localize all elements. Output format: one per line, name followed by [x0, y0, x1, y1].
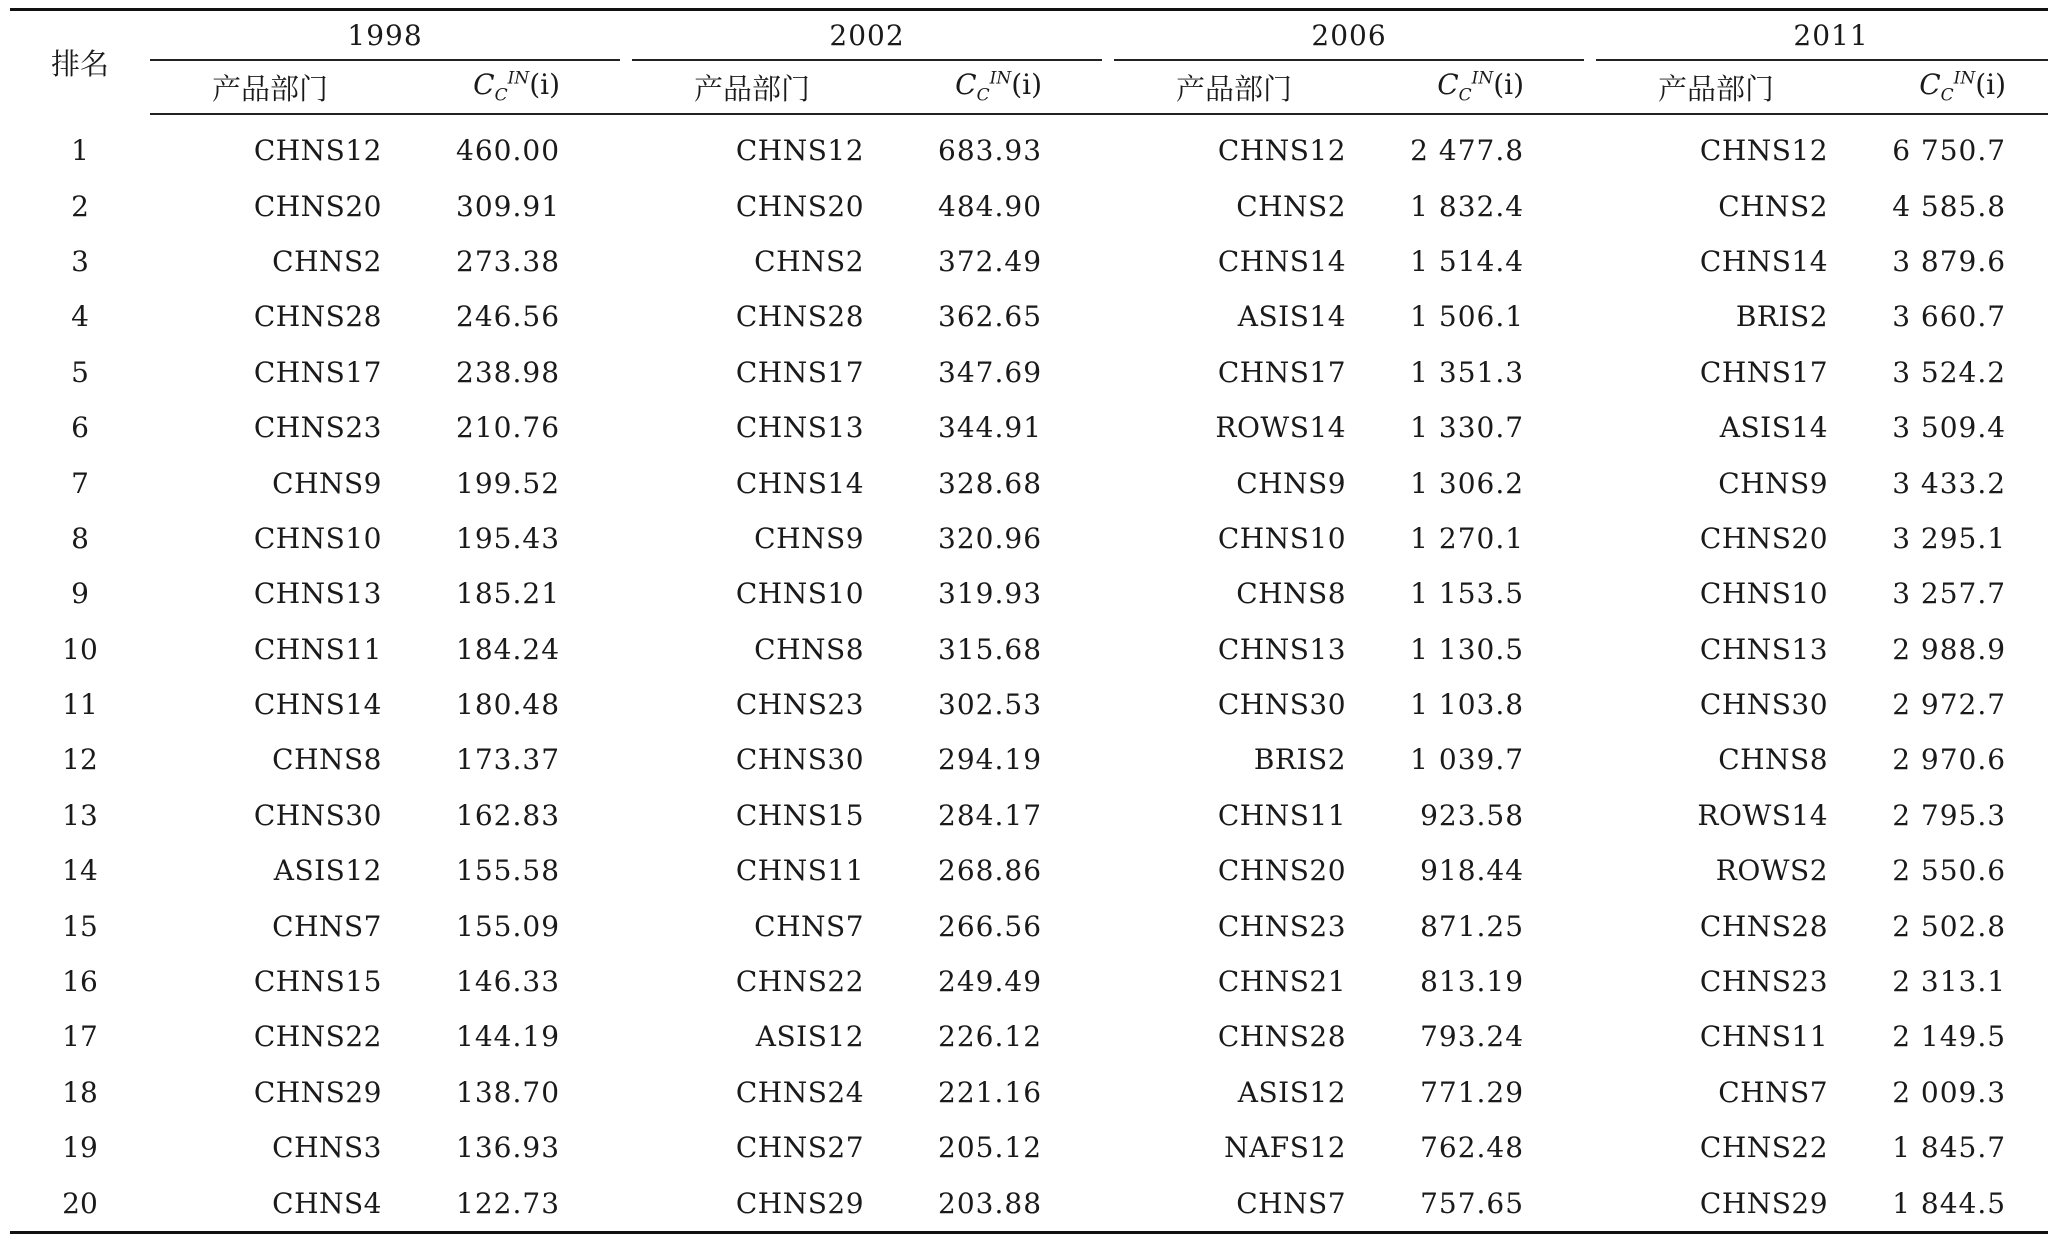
- column-gap: [1584, 400, 1596, 455]
- product-sector-cell: CHNS9: [272, 466, 382, 500]
- column-gap: [620, 1120, 632, 1175]
- product-sector-cell: CHNS10: [1699, 577, 1829, 611]
- value-cell: 871.25: [1420, 909, 1525, 943]
- product-sector-cell: BRIS2: [1735, 300, 1829, 334]
- value-cell: 162.83: [456, 798, 561, 832]
- column-gap: [1584, 234, 1596, 289]
- value-cell: 4 585.8: [1892, 189, 2007, 223]
- product-sector-cell: CHNS22: [1699, 1131, 1829, 1165]
- column-gap: [620, 114, 632, 178]
- value-cell: 1 103.8: [1410, 688, 1525, 722]
- column-gap: [620, 954, 632, 1009]
- value-cell: 1 330.7: [1410, 411, 1525, 445]
- column-gap: [1584, 178, 1596, 233]
- table-row: [10, 234, 2048, 289]
- rank-cell: 12: [62, 743, 98, 777]
- rank-cell: 18: [62, 1075, 98, 1109]
- column-header-row: [10, 60, 2048, 114]
- product-sector-cell: CHNS8: [754, 632, 865, 666]
- product-sector-cell: NAFS12: [1224, 1131, 1347, 1165]
- table-row: [10, 1120, 2048, 1175]
- product-sector-cell: CHNS23: [1217, 909, 1347, 943]
- product-sector-cell: CHNS30: [735, 743, 865, 777]
- value-cell: 180.48: [456, 688, 561, 722]
- column-gap: [1102, 289, 1114, 344]
- value-cell: 195.43: [456, 521, 561, 555]
- product-sector-cell: ASIS14: [1237, 300, 1347, 334]
- value-cell: 2 795.3: [1892, 798, 2007, 832]
- product-sector-cell: CHNS10: [735, 577, 865, 611]
- value-cell: 315.68: [938, 632, 1043, 666]
- column-gap: [620, 511, 632, 566]
- table-row: [10, 732, 2048, 787]
- column-gap: [1102, 1009, 1114, 1064]
- product-sector-cell: CHNS29: [253, 1075, 382, 1109]
- column-gap: [1584, 345, 1596, 400]
- value-cell: 210.76: [456, 411, 561, 445]
- product-sector-cell: ROWS2: [1715, 854, 1829, 888]
- value-cell: 294.19: [938, 743, 1043, 777]
- product-sector-cell: CHNS29: [1596, 1175, 1836, 1232]
- product-sector-cell: CHNS22: [735, 965, 865, 999]
- product-sector-cell: CHNS22: [253, 1020, 382, 1054]
- column-gap: [620, 1009, 632, 1064]
- product-sector-cell: CHNS2: [272, 244, 382, 278]
- product-sector-cell: CHNS23: [253, 411, 382, 445]
- column-gap: [1102, 400, 1114, 455]
- value-cell: 246.56: [456, 300, 561, 334]
- table-row: [10, 114, 2048, 178]
- value-cell: 3 879.6: [1892, 244, 2007, 278]
- value-cell: 203.88: [872, 1175, 1102, 1232]
- value-cell: 757.65: [1354, 1175, 1584, 1232]
- column-gap: [1584, 732, 1596, 787]
- value-cell: 362.65: [938, 300, 1043, 334]
- rank-cell: 2: [71, 189, 89, 223]
- value-cell: 1 351.3: [1410, 355, 1525, 389]
- value-cell: 173.37: [456, 743, 561, 777]
- value-cell: 221.16: [938, 1075, 1043, 1109]
- table-row: [10, 954, 2048, 1009]
- product-sector-cell: CHNS28: [1699, 909, 1829, 943]
- rank-cell: 4: [71, 300, 89, 334]
- product-sector-cell: CHNS20: [1699, 521, 1829, 555]
- product-sector-cell: CHNS12: [253, 134, 382, 168]
- product-sector-cell: CHNS3: [272, 1131, 382, 1165]
- product-sector-cell: CHNS17: [253, 355, 382, 389]
- product-sector-cell: CHNS30: [1217, 688, 1347, 722]
- value-cell: 3 509.4: [1892, 411, 2007, 445]
- product-sector-cell: CHNS28: [735, 300, 865, 334]
- product-sector-cell: BRIS2: [1253, 743, 1347, 777]
- value-cell: 2 972.7: [1892, 688, 2007, 722]
- value-cell: 319.93: [938, 577, 1043, 611]
- value-cell: 771.29: [1420, 1075, 1525, 1109]
- product-sector-cell: CHNS14: [1217, 244, 1347, 278]
- column-gap: [1102, 566, 1114, 621]
- value-header: $C_C^{IN}(i)$: [1836, 60, 2048, 114]
- table-row: [10, 898, 2048, 953]
- value-cell: 2 149.5: [1892, 1020, 2007, 1054]
- table-row: [10, 1009, 2048, 1064]
- table-row: [10, 788, 2048, 843]
- rank-cell: 3: [71, 244, 89, 278]
- product-sector-cell: CHNS13: [1699, 632, 1829, 666]
- product-sector-cell: ASIS12: [1237, 1075, 1347, 1109]
- value-cell: 1 039.7: [1410, 743, 1525, 777]
- rank-cell: 11: [62, 688, 98, 722]
- column-gap: [1584, 60, 1596, 114]
- value-cell: 249.49: [938, 965, 1043, 999]
- column-gap: [1584, 788, 1596, 843]
- product-sector-cell: CHNS7: [272, 909, 382, 943]
- value-cell: 226.12: [938, 1020, 1043, 1054]
- rank-cell: 6: [71, 411, 89, 445]
- product-sector-cell: CHNS8: [1236, 577, 1347, 611]
- table-row: [10, 566, 2048, 621]
- column-gap: [1102, 898, 1114, 953]
- value-header: $C_C^{IN}(i)$: [1354, 60, 1584, 114]
- value-cell: 372.49: [938, 244, 1043, 278]
- table-row: [10, 400, 2048, 455]
- product-sector-cell: CHNS20: [735, 189, 865, 223]
- table-row: [10, 511, 2048, 566]
- column-gap: [1584, 622, 1596, 677]
- value-cell: 238.98: [456, 355, 561, 389]
- rank-cell: 5: [71, 355, 89, 389]
- value-cell: 155.58: [456, 854, 561, 888]
- value-cell: 155.09: [456, 909, 561, 943]
- product-sector-header: 产品部门: [1596, 60, 1836, 114]
- value-cell: 923.58: [1420, 798, 1525, 832]
- product-sector-cell: CHNS23: [1699, 965, 1829, 999]
- product-sector-cell: CHNS17: [1699, 355, 1829, 389]
- product-sector-cell: CHNS20: [1217, 854, 1347, 888]
- column-gap: [620, 400, 632, 455]
- value-cell: 205.12: [938, 1131, 1043, 1165]
- value-cell: 136.93: [456, 1131, 561, 1165]
- table-row: [10, 622, 2048, 677]
- column-gap: [1584, 566, 1596, 621]
- value-cell: 1 153.5: [1410, 577, 1525, 611]
- value-cell: 2 988.9: [1892, 632, 2007, 666]
- value-header: $C_C^{IN}(i)$: [390, 60, 620, 114]
- product-sector-cell: CHNS2: [754, 244, 865, 278]
- product-sector-cell: ROWS14: [1697, 798, 1829, 832]
- table-row: [10, 455, 2048, 510]
- value-cell: 2 313.1: [1892, 965, 2007, 999]
- column-gap: [620, 234, 632, 289]
- product-sector-cell: CHNS13: [735, 411, 865, 445]
- value-cell: 2 009.3: [1892, 1075, 2007, 1109]
- value-cell: 1 270.1: [1410, 521, 1525, 555]
- value-cell: 146.33: [456, 965, 561, 999]
- table-row: [10, 178, 2048, 233]
- value-cell: 2 550.6: [1892, 854, 2007, 888]
- column-gap: [1584, 954, 1596, 1009]
- year-header-row: [10, 10, 2048, 61]
- value-cell: 6 750.7: [1892, 134, 2007, 168]
- column-gap: [620, 289, 632, 344]
- column-gap: [620, 178, 632, 233]
- table-row: [10, 289, 2048, 344]
- product-sector-cell: CHNS2: [1236, 189, 1347, 223]
- rank-cell: 8: [71, 521, 89, 555]
- value-cell: 484.90: [938, 189, 1043, 223]
- column-gap: [1584, 511, 1596, 566]
- column-gap: [1102, 677, 1114, 732]
- rank-cell: 7: [71, 466, 89, 500]
- table-row: [10, 1065, 2048, 1120]
- product-sector-cell: CHNS9: [754, 521, 865, 555]
- column-gap: [620, 1175, 632, 1232]
- product-sector-header: 产品部门: [150, 60, 390, 114]
- column-gap: [1102, 511, 1114, 566]
- value-cell: 302.53: [938, 688, 1043, 722]
- year-header-2011: 2011: [1596, 10, 2048, 61]
- table-row: [10, 843, 2048, 898]
- product-sector-cell: CHNS8: [1718, 743, 1829, 777]
- table-body: [10, 114, 2048, 1232]
- column-gap: [1102, 732, 1114, 787]
- column-gap: [1584, 1120, 1596, 1175]
- product-sector-cell: CHNS2: [1718, 189, 1829, 223]
- column-gap: [1584, 289, 1596, 344]
- rank-cell: 17: [62, 1020, 98, 1054]
- product-sector-cell: CHNS20: [253, 189, 382, 223]
- rank-cell: 16: [62, 965, 98, 999]
- product-sector-cell: CHNS11: [735, 854, 865, 888]
- value-header: $C_C^{IN}(i)$: [872, 60, 1102, 114]
- value-cell: 268.86: [938, 854, 1043, 888]
- table-row: [10, 677, 2048, 732]
- rank-cell: 15: [62, 909, 98, 943]
- product-sector-cell: CHNS4: [150, 1175, 390, 1232]
- value-cell: 138.70: [456, 1075, 561, 1109]
- column-gap: [1584, 1065, 1596, 1120]
- column-gap: [620, 622, 632, 677]
- column-gap: [1584, 843, 1596, 898]
- product-sector-cell: ASIS14: [1719, 411, 1829, 445]
- year-header-2002: 2002: [632, 10, 1102, 61]
- value-cell: 344.91: [938, 411, 1043, 445]
- product-sector-cell: CHNS14: [1699, 244, 1829, 278]
- column-gap: [1102, 843, 1114, 898]
- value-cell: 1 514.4: [1410, 244, 1525, 278]
- product-sector-cell: CHNS12: [735, 134, 865, 168]
- column-gap: [620, 60, 632, 114]
- value-cell: 184.24: [456, 632, 561, 666]
- value-cell: 273.38: [456, 244, 561, 278]
- ranking-table: [10, 8, 2048, 1234]
- value-cell: 683.93: [938, 134, 1043, 168]
- product-sector-cell: CHNS7: [754, 909, 865, 943]
- column-gap: [1584, 1175, 1596, 1232]
- value-cell: 347.69: [938, 355, 1043, 389]
- rank-cell: 19: [62, 1131, 98, 1165]
- product-sector-cell: CHNS11: [253, 632, 382, 666]
- rank-cell: 9: [71, 577, 89, 611]
- column-gap: [1102, 345, 1114, 400]
- product-sector-cell: CHNS23: [735, 688, 865, 722]
- product-sector-cell: CHNS28: [253, 300, 382, 334]
- column-gap: [1102, 178, 1114, 233]
- table-row: [10, 1175, 2048, 1232]
- product-sector-cell: CHNS9: [1236, 466, 1347, 500]
- product-sector-cell: ASIS12: [273, 854, 382, 888]
- product-sector-cell: CHNS24: [735, 1075, 865, 1109]
- column-gap: [1584, 455, 1596, 510]
- product-sector-cell: CHNS9: [1718, 466, 1829, 500]
- column-gap: [620, 566, 632, 621]
- value-cell: 1 832.4: [1410, 189, 1525, 223]
- value-cell: 793.24: [1420, 1020, 1525, 1054]
- product-sector-cell: CHNS12: [1699, 134, 1829, 168]
- table-row: [10, 345, 2048, 400]
- product-sector-cell: CHNS21: [1217, 965, 1347, 999]
- column-gap: [1102, 234, 1114, 289]
- product-sector-cell: CHNS11: [1217, 798, 1347, 832]
- rank-cell: 14: [62, 854, 98, 888]
- product-sector-cell: CHNS27: [735, 1131, 865, 1165]
- value-cell: 1 306.2: [1410, 466, 1525, 500]
- value-cell: 266.56: [938, 909, 1043, 943]
- column-gap: [1584, 1009, 1596, 1064]
- value-cell: 2 477.8: [1410, 134, 1525, 168]
- value-cell: 309.91: [456, 189, 561, 223]
- value-cell: 199.52: [456, 466, 561, 500]
- product-sector-cell: CHNS7: [1718, 1075, 1829, 1109]
- year-header-2006: 2006: [1114, 10, 1584, 61]
- column-gap: [1102, 114, 1114, 178]
- value-cell: 3 433.2: [1892, 466, 2007, 500]
- column-gap: [1102, 455, 1114, 510]
- product-sector-cell: CHNS10: [253, 521, 382, 555]
- column-gap: [620, 788, 632, 843]
- column-gap: [620, 677, 632, 732]
- product-sector-cell: CHNS17: [735, 355, 865, 389]
- product-sector-cell: CHNS17: [1217, 355, 1347, 389]
- product-sector-cell: CHNS15: [735, 798, 865, 832]
- value-cell: 3 257.7: [1892, 577, 2007, 611]
- product-sector-cell: CHNS28: [1217, 1020, 1347, 1054]
- product-sector-cell: CHNS11: [1699, 1020, 1829, 1054]
- column-gap: [620, 455, 632, 510]
- value-cell: 460.00: [456, 134, 561, 168]
- column-gap: [1584, 898, 1596, 953]
- value-cell: 3 524.2: [1892, 355, 2007, 389]
- column-gap: [1584, 114, 1596, 178]
- column-gap: [1102, 954, 1114, 1009]
- product-sector-cell: CHNS12: [1217, 134, 1347, 168]
- product-sector-cell: CHNS29: [632, 1175, 872, 1232]
- rank-cell: 20: [10, 1175, 150, 1232]
- product-sector-cell: CHNS7: [1114, 1175, 1354, 1232]
- column-gap: [1102, 60, 1114, 114]
- value-cell: 144.19: [456, 1020, 561, 1054]
- value-cell: 328.68: [938, 466, 1043, 500]
- column-gap: [1102, 1120, 1114, 1175]
- column-gap: [620, 732, 632, 787]
- value-cell: 918.44: [1420, 854, 1525, 888]
- column-gap: [1102, 1175, 1114, 1232]
- rank-header: 排名: [10, 10, 150, 115]
- value-cell: 3 660.7: [1892, 300, 2007, 334]
- column-gap: [1102, 788, 1114, 843]
- product-sector-header: 产品部门: [1114, 60, 1354, 114]
- product-sector-cell: CHNS30: [253, 798, 382, 832]
- value-cell: 1 506.1: [1410, 300, 1525, 334]
- product-sector-cell: CHNS8: [272, 743, 382, 777]
- value-cell: 185.21: [456, 577, 561, 611]
- value-cell: 1 844.5: [1836, 1175, 2048, 1232]
- product-sector-cell: ASIS12: [755, 1020, 865, 1054]
- product-sector-cell: CHNS30: [1699, 688, 1829, 722]
- column-gap: [1102, 1065, 1114, 1120]
- rank-cell: 10: [62, 632, 98, 666]
- product-sector-cell: CHNS14: [253, 688, 382, 722]
- product-sector-cell: CHNS14: [735, 466, 865, 500]
- value-cell: 3 295.1: [1892, 521, 2007, 555]
- column-gap: [620, 843, 632, 898]
- product-sector-cell: ROWS14: [1215, 411, 1347, 445]
- value-cell: 2 502.8: [1892, 909, 2007, 943]
- value-cell: 813.19: [1420, 965, 1525, 999]
- column-gap: [620, 345, 632, 400]
- value-cell: 1 845.7: [1892, 1131, 2007, 1165]
- year-header-1998: 1998: [150, 10, 620, 61]
- column-gap: [1102, 622, 1114, 677]
- rank-cell: 1: [71, 133, 89, 167]
- column-gap: [620, 1065, 632, 1120]
- value-cell: 762.48: [1420, 1131, 1525, 1165]
- column-gap: [620, 898, 632, 953]
- product-sector-cell: CHNS10: [1217, 521, 1347, 555]
- product-sector-cell: CHNS15: [253, 965, 382, 999]
- value-cell: 284.17: [938, 798, 1043, 832]
- value-cell: 320.96: [938, 521, 1043, 555]
- value-cell: 2 970.6: [1892, 743, 2007, 777]
- value-cell: 1 130.5: [1410, 632, 1525, 666]
- column-gap: [1584, 677, 1596, 732]
- product-sector-header: 产品部门: [632, 60, 872, 114]
- product-sector-cell: CHNS13: [253, 577, 382, 611]
- value-cell: 122.73: [390, 1175, 620, 1232]
- product-sector-cell: CHNS13: [1217, 632, 1347, 666]
- rank-cell: 13: [62, 798, 98, 832]
